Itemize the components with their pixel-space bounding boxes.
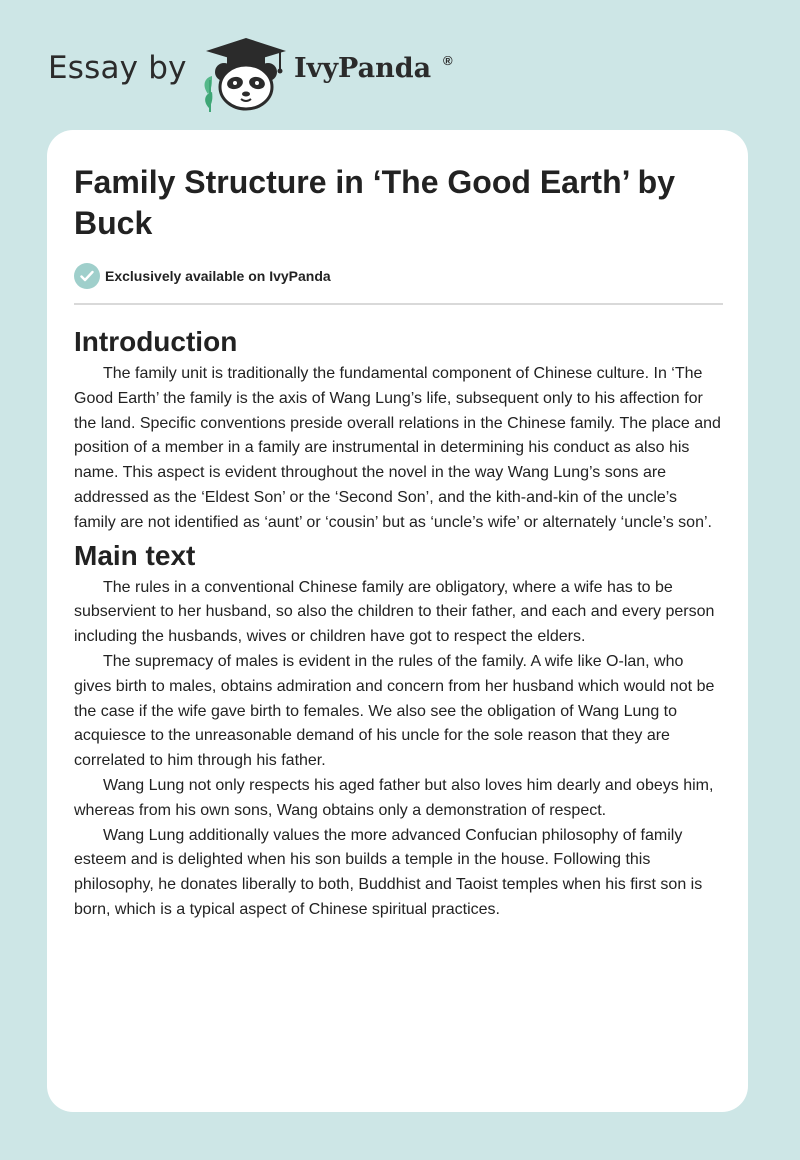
panda-graduation-cap-icon[interactable]	[200, 36, 292, 112]
exclusive-badge	[74, 263, 331, 289]
exclusive-badge-text: Exclusively available on IvyPanda	[105, 268, 331, 284]
paragraph: Wang Lung additionally values the more advanced Confucian philosophy of family esteem and is delighted when his son builds a temple in the house. Following this philosophy, he donates liberally to both, Buddhist and Taoist temples when his first son is born, which is a typical aspect of Chinese spiritual practices.	[74, 826, 703, 918]
paragraph: The rules in a conventional Chinese family are obligatory, where a wife has to be subservient to her husband, so also the children to their father, and each and every person including the husbands, wives or children have got to respect the elders.	[74, 578, 715, 646]
registered-mark: ®	[443, 53, 453, 68]
section-heading-introduction: Introduction	[74, 326, 238, 357]
section-heading-main-text: Main text	[74, 539, 196, 571]
brand-name[interactable]: IvyPanda	[294, 53, 432, 84]
article-body	[74, 322, 723, 923]
check-circle-icon	[74, 263, 100, 289]
paragraph: The supremacy of males is evident in the rules of the family. A wife like O-lan, who gives birth to males, obtains admiration and concern from her husband which would not be the case if the wife gave birth to females. We also see the obligation of Wang Lung to acquiesce to the unreasonable demand of his uncle for the sole reason that they are correlated to him through his father.	[74, 652, 715, 770]
paragraph: Wang Lung not only respects his aged father but also loves him dearly and obeys him, whereas from his own sons, Wang obtains only a demonstration of respect.	[74, 776, 714, 819]
divider	[74, 303, 723, 305]
page-title: Family Structure in ‘The Good Earth’ by Buck	[74, 164, 675, 241]
site-header	[0, 0, 800, 130]
paragraph: The family unit is traditionally the fundamental component of Chinese culture. In ‘The Good Earth’ the family is the axis of Wang Lung’s life, subsequent only to his affection for the land. Specific conventions preside overall relations in the Chinese family. The place and position of a member in a family are instrumental in determining his conduct as also his name. This aspect is evident throughout the novel in the way Wang Lung’s sons are addressed as the ‘Eldest Son’ or the ‘Second Son’, and the kith-and-kin of the uncle’s family are not identified as ‘aunt’ or ‘cousin’ but as ‘uncle’s wife’ or alternately ‘uncle’s son’.	[74, 365, 721, 531]
brand-prefix: Essay by	[48, 50, 187, 86]
article-card	[47, 130, 748, 1112]
